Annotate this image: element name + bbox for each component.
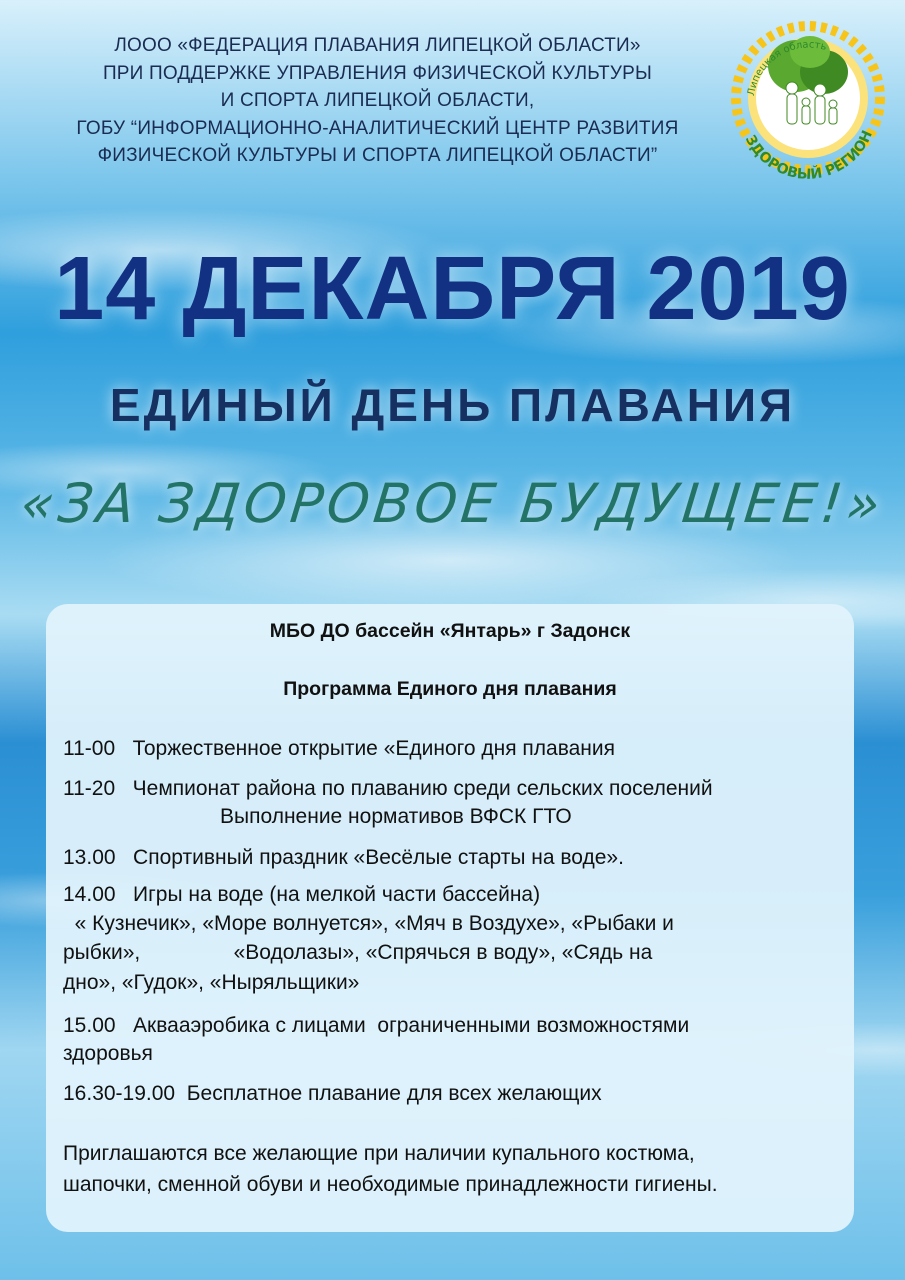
header-line-1: ЛООО «ФЕДЕРАЦИЯ ПЛАВАНИЯ ЛИПЕЦКОЙ ОБЛАСТИ» bbox=[114, 35, 641, 56]
logo-top-text: Липецкая область bbox=[746, 39, 828, 97]
header-line-4: ГОБУ “ИНФОРМАЦИОННО-АНАЛИТИЧЕСКИЙ ЦЕНТР РАЗВИТИЯ bbox=[76, 117, 679, 139]
event-date: 14 ДЕКАБРЯ 2019 bbox=[54, 239, 851, 339]
program-item-subline: Выполнение нормативов ВФСК ГТО bbox=[220, 805, 572, 828]
program-item-line: « Кузнечик», «Море волнуется», «Мяч в Воздухе», «Рыбаки и bbox=[63, 912, 674, 935]
program-item-line: рыбки», «Водолазы», «Спрячься в воду», «Сядь на bbox=[63, 941, 653, 964]
invitation-note bbox=[63, 1138, 853, 1200]
header-line-2: ПРИ ПОДДЕРЖКЕ УПРАВЛЕНИЯ ФИЗИЧЕСКОЙ КУЛЬТУРЫ bbox=[102, 62, 653, 84]
program-title: Программа Единого дня плавания bbox=[283, 678, 617, 700]
healthy-region-logo bbox=[724, 18, 892, 188]
program-item: 11-20 Чемпионат района по плаванию среди сельских поселений bbox=[63, 777, 713, 800]
organizer-header bbox=[10, 32, 745, 170]
header-line-5: ФИЗИЧЕСКОЙ КУЛЬТУРЫ И СПОРТА ЛИПЕЦКОЙ ОБЛАСТИ” bbox=[97, 145, 658, 166]
program-item-line: здоровья bbox=[63, 1042, 153, 1065]
program-item-line: дно», «Гудок», «Ныряльщики» bbox=[63, 971, 360, 994]
venue-name: МБО ДО бассейн «Янтарь» г Задонск bbox=[269, 620, 631, 642]
event-title: ЕДИНЫЙ ДЕНЬ ПЛАВАНИЯ bbox=[109, 379, 796, 431]
invitation-line-2: шапочки, сменной обуви и необходимые принадлежности гигиены. bbox=[63, 1173, 718, 1196]
invitation-line-1: Приглашаются все желающие при наличии купального костюма, bbox=[63, 1142, 695, 1165]
program-item: 15.00 Аквааэробика с лицами ограниченными возможностями bbox=[63, 1014, 690, 1037]
logo-graphic bbox=[724, 18, 892, 188]
program-item: 14.00 Игры на воде (на мелкой части бассейна) bbox=[63, 883, 541, 906]
event-slogan: «ЗА ЗДОРОВОЕ БУДУЩЕЕ!» bbox=[17, 472, 888, 535]
program-item: 16.30-19.00 Бесплатное плавание для всех желающих bbox=[63, 1082, 602, 1105]
program-panel bbox=[46, 604, 854, 1232]
logo-bottom-text: ЗДОРОВЫЙ РЕГИОН bbox=[741, 128, 876, 183]
program-item: 11-00 Торжественное открытие «Единого дня плавания bbox=[63, 737, 616, 760]
header-line-3: И СПОРТА ЛИПЕЦКОЙ ОБЛАСТИ, bbox=[220, 90, 535, 111]
program-item: 13.00 Спортивный праздник «Весёлые старты на воде». bbox=[63, 846, 624, 869]
